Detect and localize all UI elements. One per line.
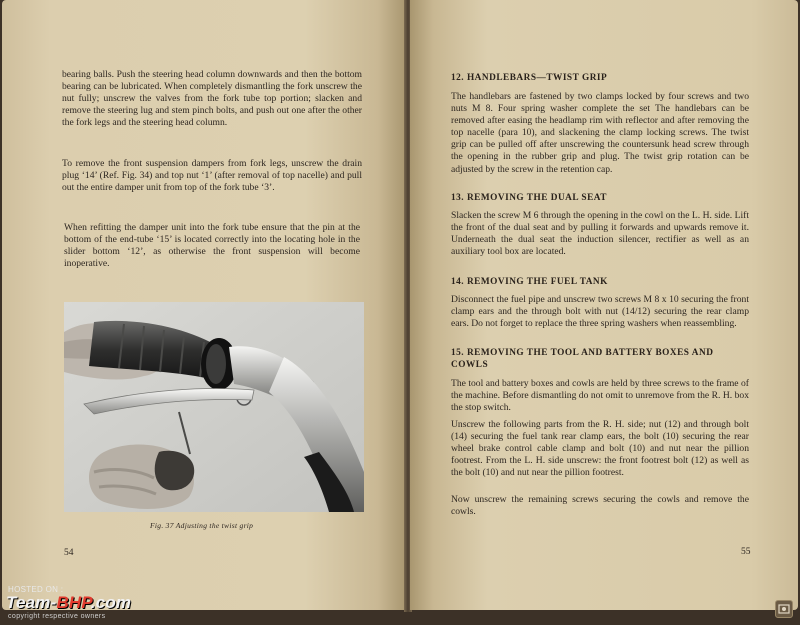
figure-caption: Fig. 37 Adjusting the twist grip [150,521,254,530]
watermark-brand-suffix: .com [90,593,132,612]
corner-badge-icon [775,600,793,618]
section-14-heading: 14. REMOVING THE FUEL TANK [451,277,608,287]
watermark-copyright: copyright respective owners [8,613,106,620]
left-page [2,0,406,610]
watermark-brand-accent: BHP [56,593,91,612]
watermark-hosted-label: HOSTED ON : [8,585,64,594]
page-number-right: 55 [741,547,751,557]
section-12-heading: 12. HANDLEBARS—TWIST GRIP [451,73,608,83]
left-paragraph-3: When refitting the damper unit into the fork tube ensure that the pin at the bottom of the end-tube ‘15’ is located correctly into the locating hole in the slider bottom ‘12’, as otherwise the front suspension will become inoperative. [64,222,360,270]
section-15-heading: 15. REMOVING THE TOOL AND BATTERY BOXES AND COWLS [451,348,714,370]
watermark-logo [6,593,131,613]
watermark-brand-main: Team- [6,593,57,612]
section-13-heading: 13. REMOVING THE DUAL SEAT [451,193,608,203]
section-12-paragraph: The handlebars are fastened by two clamps locked by four screws and two nuts M 8. Four spring washer complete the set The handlebars can be removed after easing the headlamp rim with reflector and after removing the top nacelle (para 10), and slackening the clamp locking screws. The twist grip can be pulled off after unscrewing the countersunk head screw through the opening in the rubber grip and plug. The twist grip rotation can be adjusted by the screw in the retention cap. [451,91,749,175]
section-13-paragraph: Slacken the screw M 6 through the opening in the cowl on the L. H. side. Lift the front of the dual seat and by pulling it forwards and upwards remove it. Underneath the dual seat the induction silencer, rectifier as well as an auxiliary tool box are located. [451,210,749,258]
left-paragraph-1: bearing balls. Push the steering head column downwards and then the bottom bearing can be lubricated. When completely dismantling the fork unscrew the nut fully; unscrew the valves from the fork tube top portion; slacken and remove the steering lug and stem pinch bolts, and push out one after the other the fork legs and the steering head column. [62,69,362,129]
left-paragraph-2: To remove the front suspension dampers from fork legs, unscrew the drain plug ‘14’ (Ref. Fig. 34) and top nut ‘1’ (after removal of top nacelle) and pull out the entire damper unit from top of the fork tube ‘3’. [62,158,362,194]
page-number-left: 54 [64,548,74,558]
section-15-paragraph-3: Now unscrew the remaining screws securing the cowls and remove the cowls. [451,494,749,518]
twist-grip-photo [64,302,364,512]
section-15-paragraph-1: The tool and battery boxes and cowls are held by three screws to the frame of the machine. Before dismantling do not omit to unremove from the R. H. box the stop switch. [451,378,749,414]
team-bhp-watermark [2,585,202,623]
section-14-paragraph: Disconnect the fuel pipe and unscrew two screws M 8 x 10 securing the front clamp ears and the through bolt with nut (14/12) securing the rear clamp ears. Do not forget to replace the three spring washers when reassembling. [451,294,749,330]
right-page [410,0,798,610]
section-15-paragraph-2: Unscrew the following parts from the R. H. side; nut (12) and through bolt (14) securing the fuel tank rear clamp ears, the bolt (10) securing the rear wheel brake control cable clamp and bolt (10) and nut near the pillion footrest. From the L. H. side unscrew: the front footrest bolt (12) as well as the bolt (10) and nut near the pillion footrest. [451,419,749,479]
